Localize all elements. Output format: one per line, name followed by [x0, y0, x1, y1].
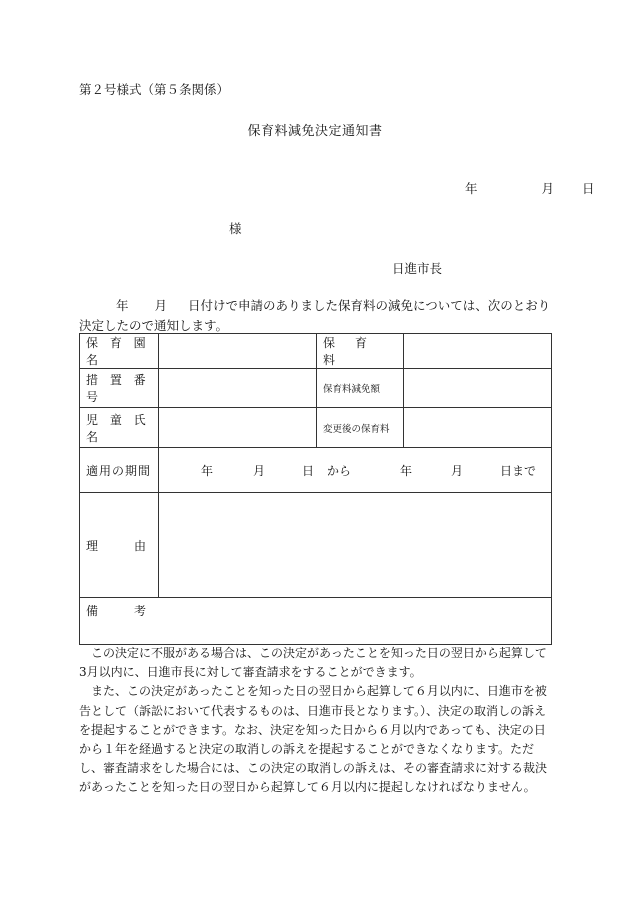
- intro-year: 年: [116, 298, 129, 313]
- period-from-suffix: から: [327, 464, 352, 478]
- measure-number-label: 措 置 番 号: [80, 369, 159, 408]
- fee-label: 保 育 料: [317, 334, 404, 369]
- period-to-day-suffix: 日まで: [500, 464, 537, 478]
- table-row: [80, 408, 552, 448]
- decision-table: [79, 333, 552, 645]
- appeal-notice: [79, 644, 551, 798]
- child-name-value: [159, 408, 317, 448]
- changed-fee-value: [404, 408, 552, 448]
- date-year: 年: [465, 181, 478, 196]
- table-row: [80, 493, 552, 598]
- table-row: [80, 448, 552, 493]
- issue-date: [465, 179, 595, 197]
- document-title: 保育料減免決定通知書: [247, 124, 383, 139]
- form-number: 第２号様式（第５条関係）: [79, 82, 230, 97]
- date-month: 月: [541, 181, 554, 196]
- period-from-month: 月: [253, 464, 266, 478]
- changed-fee-label: 変更後の保育料: [317, 408, 404, 448]
- intro-text: 日付けで申請のありました保育料の減免については、次のとおり決定したので通知します。: [79, 298, 551, 333]
- reason-value: [159, 493, 552, 598]
- intro-month: 月: [154, 298, 168, 313]
- period-from-day: 日: [302, 464, 315, 478]
- period-value: [159, 448, 552, 493]
- child-name-label: 児 童 氏 名: [80, 408, 159, 448]
- reduction-amount-label: 保育料減免額: [317, 369, 404, 408]
- table-row: [80, 598, 552, 645]
- reason-label: 理 由: [80, 493, 159, 598]
- date-day: 日: [581, 181, 595, 196]
- addressee-suffix: 様: [229, 221, 242, 236]
- fee-value: [404, 334, 552, 369]
- remarks-label: 備 考: [86, 604, 147, 618]
- intro-paragraph: [79, 296, 551, 336]
- measure-number-value: [159, 369, 317, 408]
- reduction-amount-value: [404, 369, 552, 408]
- nursery-value: [159, 334, 317, 369]
- table-row: [80, 334, 552, 369]
- period-to-year: 年: [400, 464, 413, 478]
- nursery-label: 保 育 園 名: [80, 334, 159, 369]
- period-to-month: 月: [451, 464, 464, 478]
- period-label: 適用の期間: [80, 448, 159, 493]
- table-row: [80, 369, 552, 408]
- issuer-name: 日進市長: [392, 261, 443, 276]
- period-from-year: 年: [201, 464, 214, 478]
- remarks-cell: [80, 598, 552, 645]
- notice-paragraph: この決定に不服がある場合は、この決定があったことを知った日の翌日から起算して3月以内に、日進市長に対して審査請求をすることができます。: [79, 646, 547, 680]
- notice-paragraph: また、この決定があったことを知った日の翌日から起算して６月以内に、日進市を被告として（訴訟において代表するものは、日進市長となります。）、決定の取消しの訴えを提起することができます。なお、決定を知った日から６月以内であっても、決定の日から１年を経過すると決定の取消しの訴えを提起することができなくなります。ただし、審査請求をした場合には、この決定の取消しの訴えは、その審査請求に対する裁決があったことを知った日の翌日から起算して６月以内に提起しなければなりません。: [79, 684, 548, 795]
